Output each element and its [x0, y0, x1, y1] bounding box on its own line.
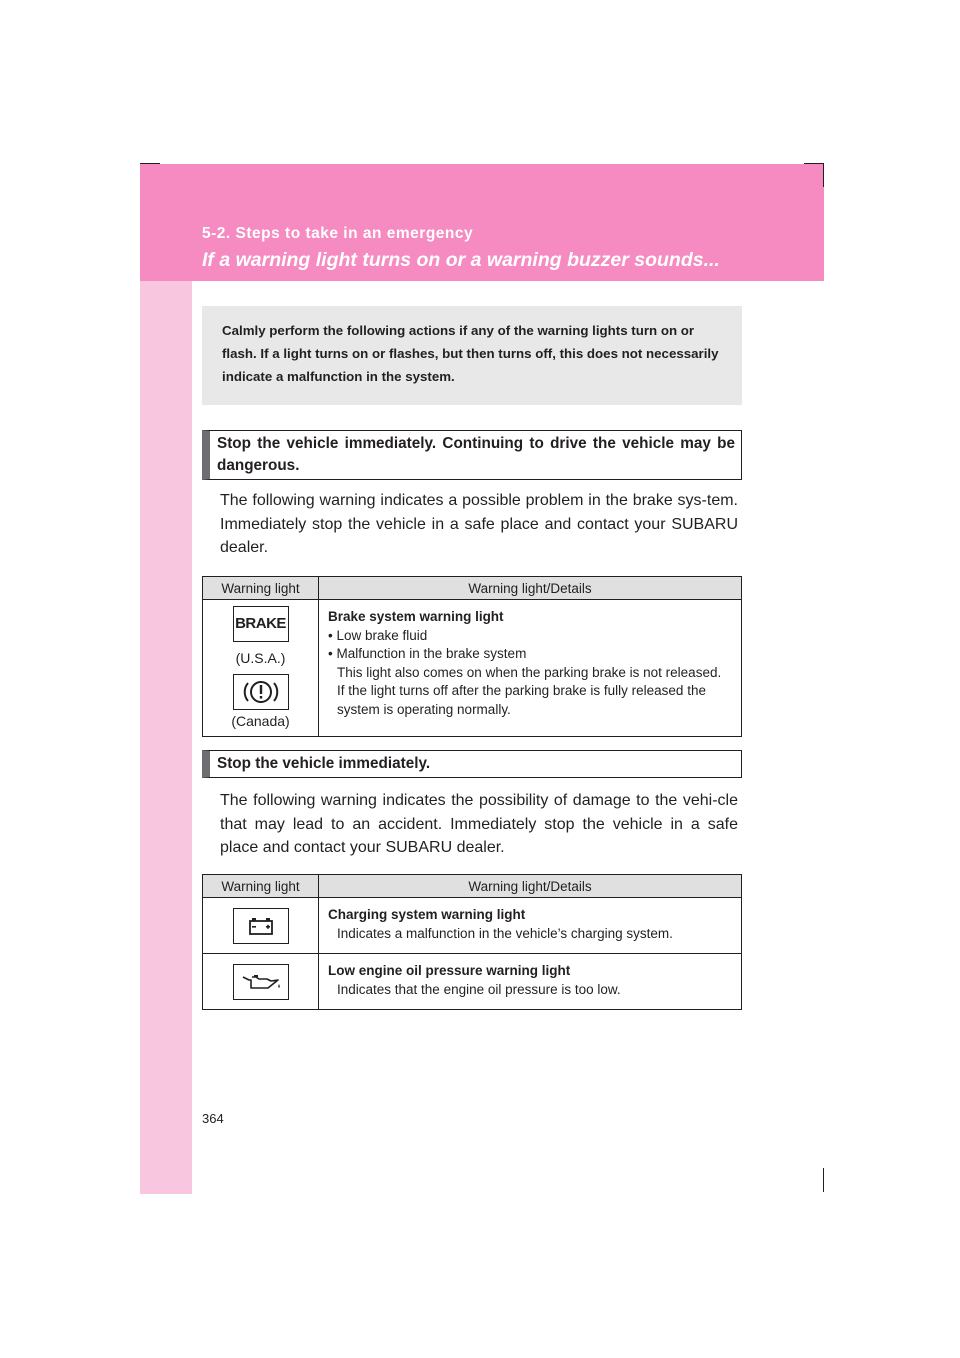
brake-icon-label: BRAKE: [235, 615, 286, 632]
detail-bullet: • Malfunction in the brake system: [328, 646, 527, 661]
section2-heading: Stop the vehicle immediately.: [202, 750, 742, 778]
table-row: [203, 954, 742, 1010]
warning-title: Low engine oil pressure warning light: [328, 963, 571, 978]
table-header-warning-light: Warning light: [203, 577, 319, 600]
table-header-details: Warning light/Details: [319, 875, 742, 898]
section-title: 5-2. Steps to take in an emergency: [202, 225, 474, 242]
brake-warning-table: [202, 576, 742, 737]
crop-mark: [804, 163, 824, 164]
detail-cell: [319, 600, 742, 737]
warning-title: Brake system warning light: [328, 609, 504, 624]
section1-body: The following warning indicates a possible problem in the brake sys-tem. Immediately stop the vehicle in a safe place and contact your SUBARU dealer.: [220, 492, 738, 556]
battery-icon: [233, 908, 289, 944]
crop-mark: [823, 1168, 824, 1192]
detail-note: This light also comes on when the parking brake is not released. If the light turns off after the parking brake is fully released the system is operating normally.: [337, 664, 722, 717]
intro-box: Calmly perform the following actions if any of the warning lights turn on or flash. If a light turns on or flashes, but then turns off, this does not necessarily indicate a malfunction in the system.: [202, 306, 742, 405]
page-heading: If a warning light turns on or a warning buzzer sounds...: [202, 249, 720, 271]
brake-exclamation-icon: [233, 674, 289, 710]
oil-can-icon: [233, 964, 289, 1000]
detail-bullet: • Low brake fluid: [328, 627, 428, 643]
table-row: [203, 600, 742, 737]
icon-cell: [203, 600, 319, 737]
region-label-canada: (Canada): [231, 713, 290, 729]
detail-cell: [319, 898, 742, 954]
table-header-details: Warning light/Details: [319, 577, 742, 600]
page-number: 364: [202, 1111, 224, 1126]
table-row: [203, 898, 742, 954]
table-header-warning-light: Warning light: [203, 875, 319, 898]
detail-text: Indicates a malfunction in the vehicle’s charging system.: [337, 925, 673, 941]
vehicle-warning-table: [202, 874, 742, 1010]
icon-cell: [203, 898, 319, 954]
crop-mark: [823, 163, 824, 187]
warning-title: Charging system warning light: [328, 907, 526, 922]
detail-text: Indicates that the engine oil pressure is too low.: [337, 981, 621, 997]
section1-heading: Stop the vehicle immediately. Continuing to drive the vehicle may be dangerous.: [202, 430, 742, 480]
icon-cell: [203, 954, 319, 1010]
region-label-usa: (U.S.A.): [235, 650, 286, 666]
detail-cell: [319, 954, 742, 1010]
brake-text-icon: [233, 606, 289, 642]
section2-body: The following warning indicates the possibility of damage to the vehi-cle that may lead to an accident. Immediately stop the vehicle in a safe place and contact your SUBARU dealer.: [220, 792, 738, 856]
side-strip: [140, 164, 192, 1194]
crop-mark: [140, 163, 160, 164]
